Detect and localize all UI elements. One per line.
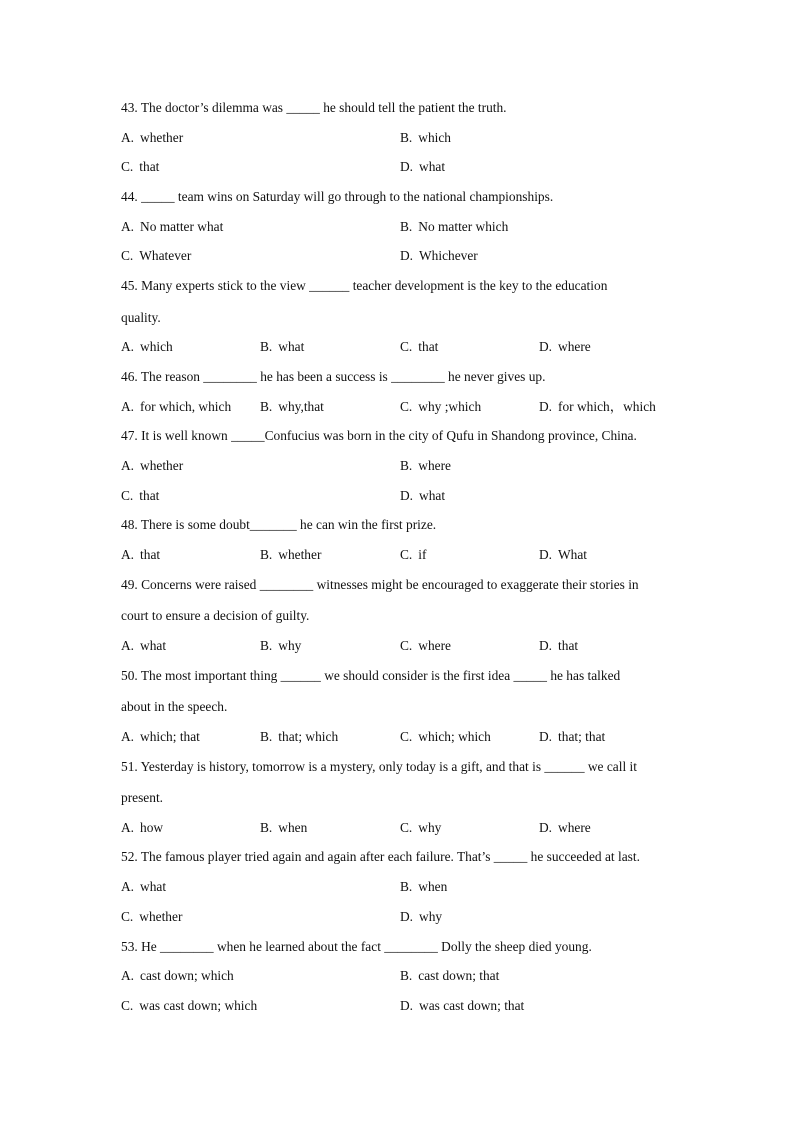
option-text: what (419, 159, 446, 175)
option-letter: D. (539, 728, 553, 744)
option-letter: D. (400, 997, 414, 1013)
option-letter: A. (121, 398, 135, 414)
question-stem: 44. _____ team wins on Saturday will go through to the national championships. (121, 189, 554, 205)
question-stem: 43. The doctor’s dilemma was _____ he should tell the patient the truth. (121, 100, 507, 115)
option-text: whether (278, 547, 322, 563)
option-text: that; that (558, 728, 606, 744)
answer-option (121, 818, 163, 838)
option-letter: A. (121, 339, 135, 355)
option-letter: C. (400, 398, 413, 414)
option-letter: C. (121, 487, 134, 503)
option-text: What (558, 547, 588, 563)
option-text: was cast down; which (139, 997, 258, 1013)
option-text: that (139, 487, 160, 503)
answer-option (400, 727, 491, 747)
option-text: whether (140, 129, 184, 145)
option-letter: C. (400, 728, 413, 744)
question-stem: 53. He ________ when he learned about the fact ________ Dolly the sheep died young. (121, 938, 592, 954)
answer-option (400, 456, 451, 476)
answer-option (121, 727, 200, 747)
answer-option (260, 337, 304, 357)
option-letter: A. (121, 968, 135, 984)
question-list (121, 98, 681, 1026)
option-letter: A. (121, 728, 135, 744)
options-row (121, 996, 681, 1026)
options-row (121, 456, 681, 486)
option-text: which; that (140, 728, 200, 744)
option-letter: D. (539, 547, 553, 563)
option-text: when (418, 879, 448, 895)
option-letter: C. (121, 997, 134, 1013)
option-text: what (140, 638, 167, 653)
answer-option (400, 246, 478, 266)
option-text: was cast down; that (419, 997, 525, 1013)
option-text: if (418, 547, 427, 563)
options-row (121, 337, 681, 367)
question-block (121, 515, 681, 574)
answer-option (400, 217, 508, 237)
answer-option (539, 545, 587, 565)
question-stem-continued: court to ensure a decision of guilty. (121, 608, 310, 624)
answer-option (121, 996, 257, 1016)
options-row (121, 397, 681, 427)
option-text: that; which (278, 728, 339, 744)
option-text: cast down; which (140, 968, 234, 984)
option-letter: D. (539, 339, 553, 355)
option-text: that (140, 547, 161, 563)
answer-option (539, 818, 591, 838)
answer-option (539, 337, 591, 357)
answer-option (260, 727, 338, 747)
option-text: Whatever (139, 248, 192, 264)
option-text: whether (140, 458, 184, 474)
option-letter: B. (260, 339, 273, 355)
options-row (121, 907, 681, 937)
answer-option (260, 397, 324, 417)
option-text: why,that (278, 398, 324, 414)
question-stem-continued: quality. (121, 309, 161, 325)
answer-option (260, 545, 321, 565)
option-letter: D. (539, 638, 553, 653)
answer-option (121, 128, 183, 148)
answer-option (121, 337, 173, 357)
question-stem-continued: present. (121, 790, 164, 806)
options-row (121, 727, 681, 757)
option-letter: A. (121, 819, 135, 835)
answer-option (400, 157, 445, 177)
answer-option (400, 818, 441, 838)
answer-option (539, 397, 656, 417)
option-text: Whichever (419, 248, 478, 264)
question-stem: 46. The reason ________ he has been a success is ________ he never gives up. (121, 369, 546, 384)
option-text: why (419, 908, 443, 924)
option-letter: C. (121, 908, 134, 924)
answer-option (400, 907, 442, 927)
options-row (121, 636, 681, 666)
option-text: which; which (418, 728, 491, 744)
question-block (121, 575, 681, 666)
option-text: why ;which (418, 398, 482, 414)
option-text: where (418, 638, 451, 653)
options-row (121, 128, 681, 158)
answer-option (400, 996, 524, 1016)
question-stem: 45. Many experts stick to the view ______ teacher development is the key to the education (121, 278, 608, 294)
options-row (121, 246, 681, 276)
options-row (121, 818, 681, 848)
option-text: whether (139, 908, 183, 924)
option-letter: B. (400, 129, 413, 145)
option-letter: C. (400, 638, 413, 653)
option-letter: D. (400, 159, 414, 175)
question-stem: 48. There is some doubt_______ he can win the first prize. (121, 517, 437, 533)
question-stem-continued: about in the speech. (121, 699, 228, 715)
answer-option (400, 545, 426, 565)
option-letter: A. (121, 547, 135, 563)
option-letter: B. (400, 879, 413, 895)
question-stem: 49. Concerns were raised ________ witnesses might be encouraged to exaggerate their stories in (121, 576, 639, 592)
answer-option (121, 246, 191, 266)
option-text: No matter what (140, 218, 224, 234)
option-text: what (140, 879, 167, 895)
option-text: what (278, 339, 305, 355)
question-stem: 52. The famous player tried again and again after each failure. That’s _____ he succeeded at last. (121, 849, 640, 865)
option-letter: B. (260, 638, 273, 653)
option-letter: B. (400, 218, 413, 234)
options-row (121, 157, 681, 187)
option-text: for which, which (140, 398, 232, 414)
option-text: when (278, 819, 308, 835)
options-row (121, 486, 681, 516)
answer-option (400, 337, 438, 357)
answer-option (121, 545, 160, 565)
answer-option (400, 397, 481, 417)
answer-option (121, 907, 182, 927)
option-text: which (418, 129, 452, 145)
option-letter: C. (400, 819, 413, 835)
answer-option (121, 877, 166, 897)
options-row (121, 545, 681, 575)
options-row (121, 877, 681, 907)
option-letter: D. (400, 908, 414, 924)
question-block (121, 98, 681, 187)
option-text: why (278, 638, 302, 653)
answer-option (260, 818, 307, 838)
option-letter: A. (121, 458, 135, 474)
answer-option (121, 217, 223, 237)
option-letter: D. (400, 248, 414, 264)
answer-option (121, 157, 159, 177)
option-text: what (419, 487, 446, 503)
question-block (121, 666, 681, 757)
answer-option (539, 727, 605, 747)
option-letter: D. (539, 398, 553, 414)
question-block (121, 187, 681, 276)
option-letter: A. (121, 218, 135, 234)
option-letter: D. (539, 819, 553, 835)
option-text: where (418, 458, 451, 474)
option-letter: C. (400, 547, 413, 563)
answer-option (121, 966, 234, 986)
option-text: that (418, 339, 439, 355)
answer-option (260, 636, 301, 656)
answer-option (400, 128, 451, 148)
option-text: for which，which (558, 398, 656, 414)
question-block (121, 367, 681, 426)
question-stem: 50. The most important thing ______ we should consider is the first idea _____ he has talked (121, 667, 621, 683)
option-letter: D. (400, 487, 414, 503)
answer-option (400, 877, 447, 897)
options-row (121, 966, 681, 996)
option-text: how (140, 819, 164, 835)
option-text: No matter which (418, 218, 509, 234)
option-text: where (558, 339, 591, 355)
option-text: that (558, 638, 579, 653)
option-letter: C. (121, 159, 134, 175)
question-block (121, 426, 681, 515)
question-stem: 47. It is well known _____Confucius was born in the city of Qufu in Shandong province, China. (121, 428, 637, 444)
option-letter: A. (121, 879, 135, 895)
options-row (121, 217, 681, 247)
answer-option (121, 456, 183, 476)
option-letter: B. (260, 819, 273, 835)
option-letter: B. (400, 968, 413, 984)
answer-option (121, 486, 159, 506)
answer-option (121, 636, 166, 656)
option-letter: B. (260, 728, 273, 744)
question-block (121, 847, 681, 936)
question-block (121, 757, 681, 848)
option-letter: B. (260, 398, 273, 414)
option-letter: C. (121, 248, 134, 264)
option-letter: B. (400, 458, 413, 474)
answer-option (400, 636, 451, 656)
option-letter: A. (121, 638, 135, 653)
answer-option (539, 636, 578, 656)
option-text: where (558, 819, 591, 835)
option-text: why (418, 819, 442, 835)
option-text: that (139, 159, 160, 175)
answer-option (400, 966, 499, 986)
answer-option (121, 397, 231, 417)
option-text: which (140, 339, 173, 355)
option-letter: B. (260, 547, 273, 563)
option-letter: C. (400, 339, 413, 355)
question-stem: 51. Yesterday is history, tomorrow is a mystery, only today is a gift, and that is ______ we call it (121, 758, 637, 774)
answer-option (400, 486, 445, 506)
question-block (121, 937, 681, 1026)
question-block (121, 276, 681, 367)
option-text: cast down; that (418, 968, 500, 984)
option-letter: A. (121, 129, 135, 145)
